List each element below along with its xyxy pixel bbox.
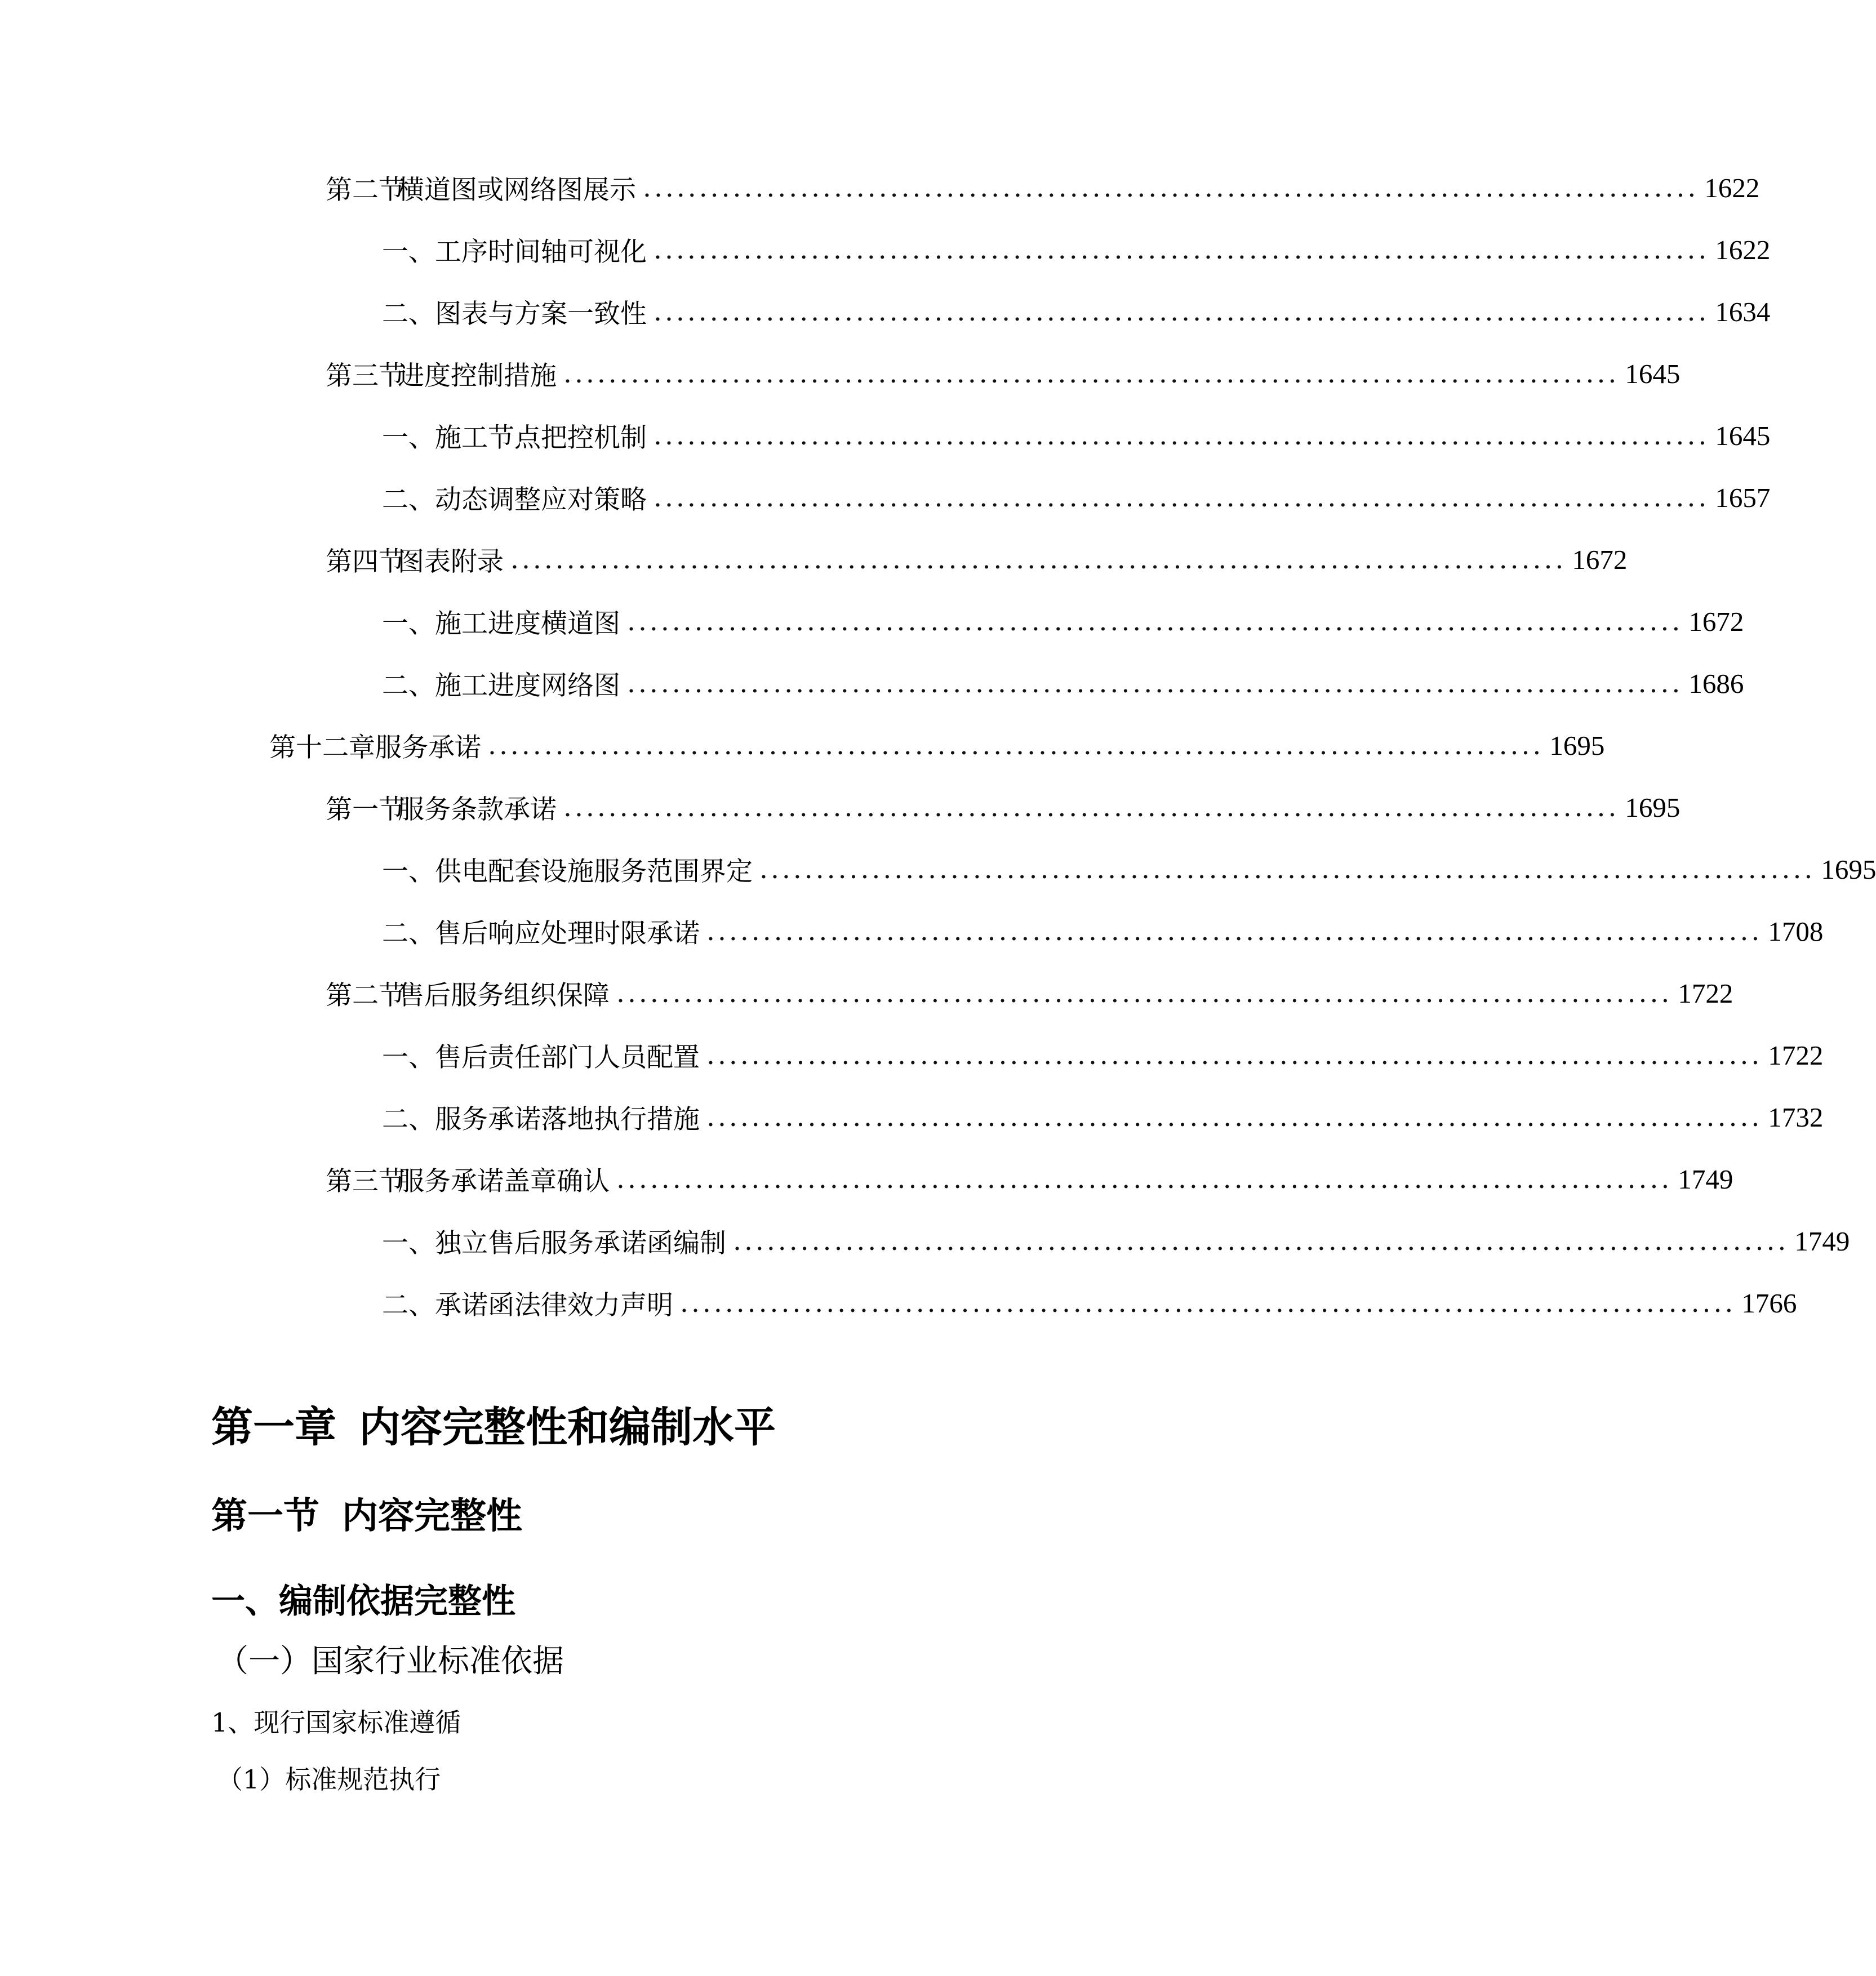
toc-entry[interactable] [382, 1097, 1824, 1137]
toc-dot-leader: .............................................................................................. [616, 1163, 1673, 1195]
toc-page-number: 1672 [1572, 544, 1628, 575]
toc-entry-title: 服务承诺落地执行措施 [435, 1103, 700, 1135]
toc-entry-title: 工序时间轴可视化 [435, 236, 647, 268]
toc-page-number: 1766 [1741, 1287, 1797, 1319]
chapter-title: 内容完整性和编制水平 [359, 1403, 776, 1452]
toc-page-number: 1708 [1768, 915, 1824, 947]
toc-page-number: 1672 [1688, 606, 1744, 637]
toc-dot-leader: .............................................................................................. [680, 1287, 1736, 1319]
toc-page-number: 1686 [1688, 667, 1744, 699]
toc-page-number: 1695 [1821, 853, 1876, 885]
toc-entry[interactable] [382, 416, 1771, 455]
toc-dot-leader: .............................................................................................. [654, 296, 1710, 327]
subitem-heading: 1、现行国家标准遵循 [211, 1707, 461, 1738]
toc-entry-title: 售后责任部门人员配置 [435, 1042, 700, 1073]
toc-entry-number: 第四节 [326, 546, 405, 577]
toc-page-number: 1722 [1768, 1039, 1824, 1071]
toc-entry-number: 第二节 [326, 174, 405, 206]
toc-entry-title: 施工节点把控机制 [435, 422, 647, 453]
toc-entry-title: 承诺函法律效力声明 [435, 1289, 673, 1321]
toc-entry-number: 二、 [382, 484, 435, 515]
toc-entry-number: 二、 [382, 298, 435, 330]
subsection-heading: 一、编制依据完整性 [211, 1582, 515, 1621]
toc-entry-number: 一、 [382, 422, 435, 453]
toc-entry[interactable] [382, 849, 1876, 889]
toc-dot-leader: .............................................................................................. [759, 853, 1816, 885]
toc-page-number: 1622 [1704, 172, 1760, 203]
toc-entry-number: 二、 [382, 918, 435, 949]
item-heading: （一）国家行业标准依据 [217, 1643, 564, 1680]
toc-entry[interactable] [382, 478, 1771, 517]
toc-entry[interactable] [326, 973, 1733, 1013]
toc-entry-number: 一、 [382, 1042, 435, 1073]
toc-entry-title: 独立售后服务承诺函编制 [435, 1227, 726, 1259]
toc-entry[interactable] [382, 1283, 1797, 1323]
toc-entry[interactable] [382, 1035, 1824, 1075]
toc-dot-leader: .............................................................................................. [616, 977, 1673, 1009]
toc-entry-number: 一、 [382, 608, 435, 639]
toc-dot-leader: .............................................................................................. [706, 915, 1763, 947]
toc-entry-number: 第三节 [326, 1165, 405, 1197]
toc-entry-number: 一、 [382, 1227, 435, 1259]
toc-entry[interactable] [326, 168, 1760, 207]
toc-entry-number: 第三节 [326, 360, 405, 391]
toc-entry-number: 第一节 [326, 794, 405, 825]
section-heading [211, 1487, 522, 1539]
toc-page-number: 1622 [1715, 234, 1771, 265]
toc-dot-leader: .............................................................................................. [643, 172, 1699, 203]
toc-entry-number: 二、 [382, 1289, 435, 1321]
toc-page-number: 1657 [1715, 482, 1771, 513]
toc-entry-title: 动态调整应对策略 [435, 484, 647, 515]
toc-dot-leader: .............................................................................................. [654, 234, 1710, 265]
toc-entry-title: 施工进度网络图 [435, 670, 620, 701]
toc-dot-leader: .............................................................................................. [733, 1225, 1789, 1257]
chapter-heading [211, 1394, 776, 1454]
toc-entry-number: 二、 [382, 670, 435, 701]
toc-entry-number: 一、 [382, 236, 435, 268]
toc-page-number: 1749 [1794, 1225, 1850, 1257]
toc-dot-leader: .............................................................................................. [563, 791, 1620, 823]
toc-entry-number: 第二节 [326, 980, 405, 1011]
toc-entry[interactable] [269, 726, 1605, 765]
toc-page-number: 1749 [1678, 1163, 1733, 1195]
toc-entry[interactable] [326, 1159, 1733, 1199]
toc-entry[interactable] [382, 911, 1824, 951]
toc-entry-title: 服务承诺盖章确认 [398, 1165, 610, 1197]
toc-dot-leader: .............................................................................................. [706, 1039, 1763, 1071]
subsubitem-heading: （1）标准规范执行 [217, 1764, 441, 1795]
toc-entry[interactable] [382, 602, 1744, 641]
toc-entry-number: 二、 [382, 1103, 435, 1135]
toc-page-number: 1695 [1625, 791, 1681, 823]
toc-entry-number: 第十二章 [269, 732, 375, 763]
toc-page-number: 1722 [1678, 977, 1733, 1009]
toc-entry-title: 进度控制措施 [398, 360, 557, 391]
toc-dot-leader: .............................................................................................. [510, 544, 1567, 575]
toc-dot-leader: .............................................................................................. [627, 606, 1683, 637]
toc-entry[interactable] [326, 540, 1628, 579]
toc-page-number: 1645 [1625, 358, 1681, 389]
chapter-number: 第一章 [211, 1403, 336, 1452]
toc-entry-title: 横道图或网络图展示 [398, 174, 636, 206]
toc-page-number: 1732 [1768, 1101, 1824, 1133]
toc-dot-leader: .............................................................................................. [627, 667, 1683, 699]
toc-entry-title: 施工进度横道图 [435, 608, 620, 639]
toc-dot-leader: .............................................................................................. [654, 420, 1710, 451]
toc-page-number: 1645 [1715, 420, 1771, 451]
toc-page-number: 1695 [1549, 729, 1605, 761]
toc-dot-leader: .............................................................................................. [563, 358, 1620, 389]
toc-entry[interactable] [382, 230, 1771, 269]
toc-entry[interactable] [326, 787, 1681, 827]
toc-entry-title: 供电配套设施服务范围界定 [435, 856, 753, 887]
toc-dot-leader: .............................................................................................. [706, 1101, 1763, 1133]
toc-entry-title: 服务承诺 [375, 732, 481, 763]
toc-entry-title: 售后响应处理时限承诺 [435, 918, 700, 949]
section-title: 内容完整性 [342, 1496, 522, 1537]
toc-entry-title: 服务条款承诺 [398, 794, 557, 825]
toc-entry-title: 图表附录 [398, 546, 504, 577]
toc-page-number: 1634 [1715, 296, 1771, 327]
toc-entry[interactable] [382, 664, 1744, 703]
section-number: 第一节 [211, 1496, 319, 1537]
toc-dot-leader: .............................................................................................. [488, 729, 1544, 761]
toc-entry[interactable] [382, 292, 1771, 331]
toc-entry-title: 图表与方案一致性 [435, 298, 647, 330]
toc-entry-number: 一、 [382, 856, 435, 887]
toc-dot-leader: .............................................................................................. [654, 482, 1710, 513]
toc-entry[interactable] [382, 1221, 1850, 1261]
toc-entry[interactable] [326, 354, 1681, 393]
toc-entry-title: 售后服务组织保障 [398, 980, 610, 1011]
